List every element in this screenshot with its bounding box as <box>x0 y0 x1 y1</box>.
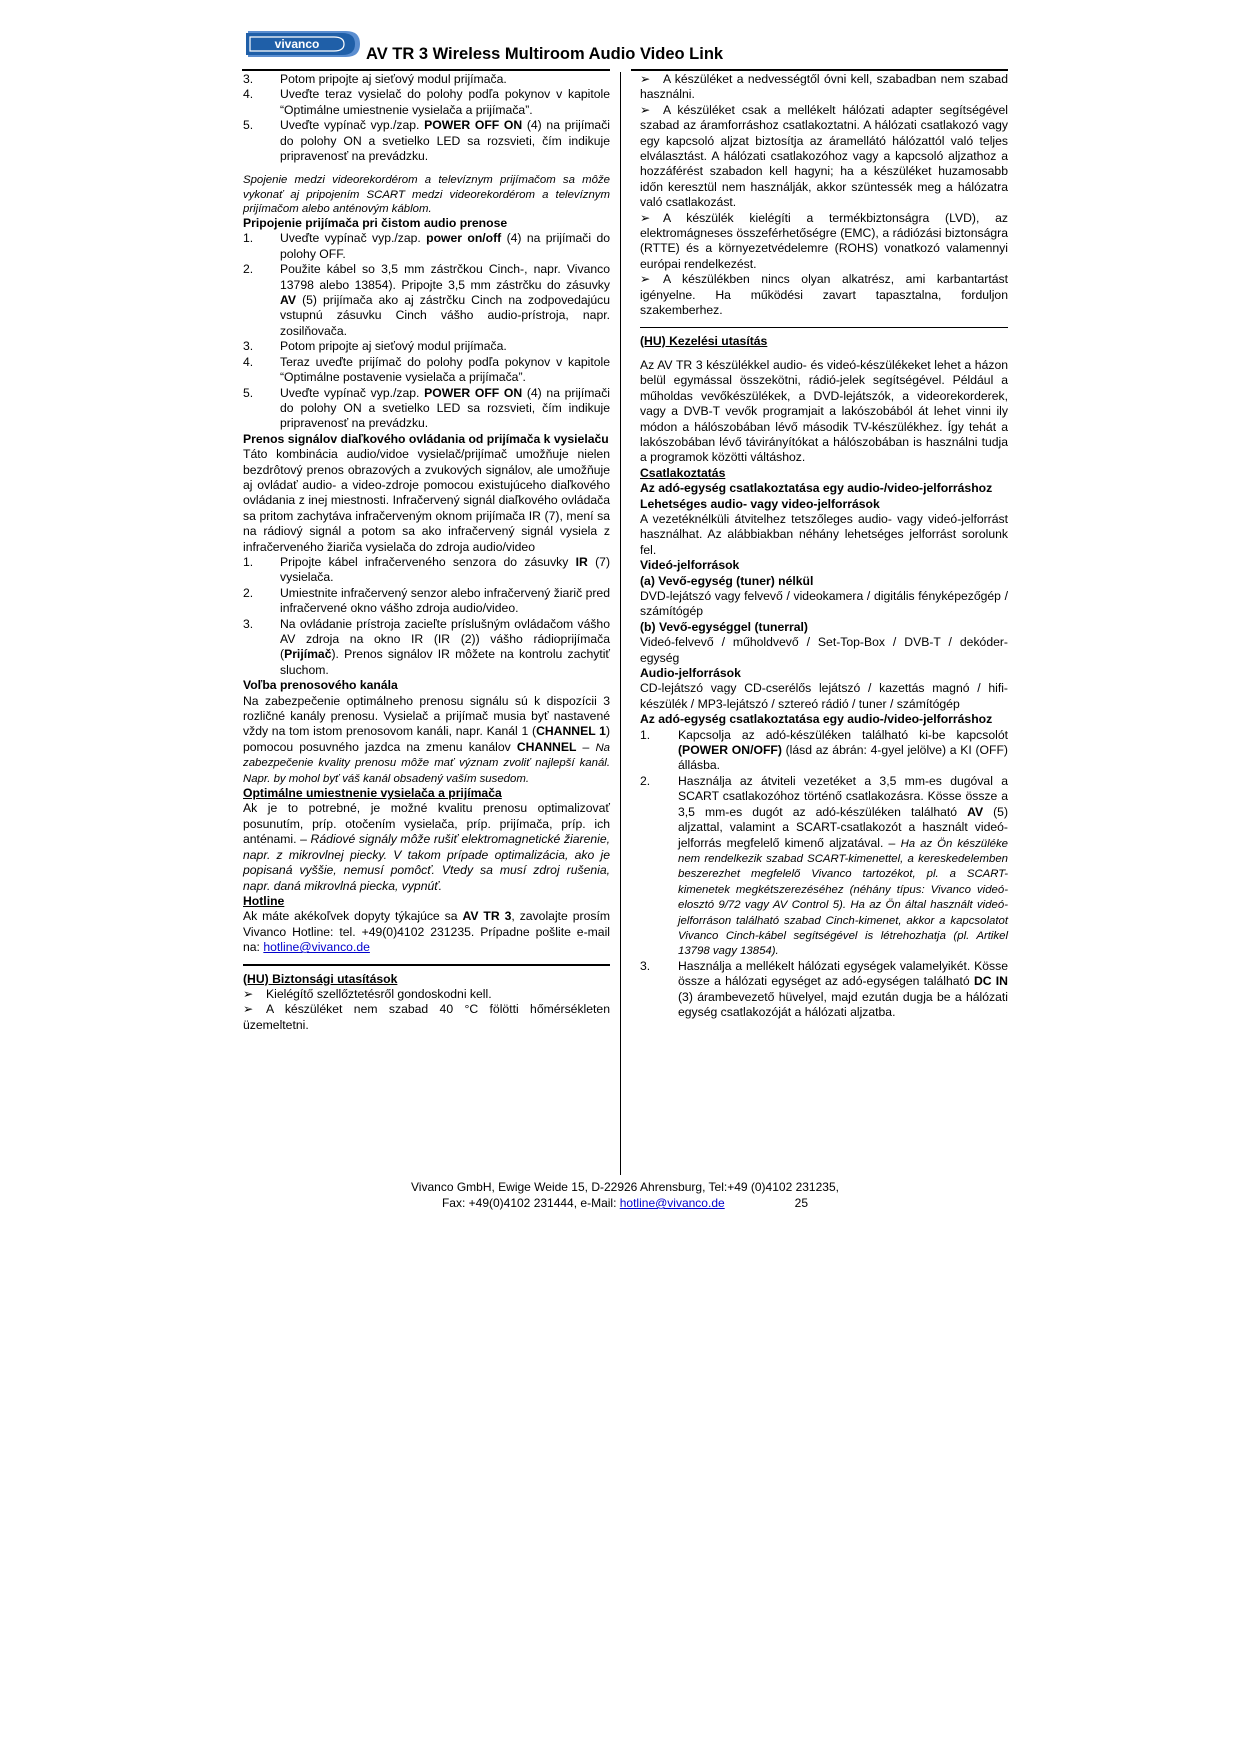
heading-optimal-placement: Optimálne umiestnenie vysielača a prijímača <box>243 786 502 801</box>
page-number: 25 <box>794 1196 809 1210</box>
heading-without-tuner: (a) Vevő-egység (tuner) nélkül <box>640 573 814 588</box>
bullet-item: ➢ A készülékben nincs olyan alkatrész, ami karbantartást igényelne. Ha működési zavart tapasztalna, forduljon szakemberhez. <box>640 272 1008 318</box>
heading-possible-sources: Lehetséges audio- vagy video-jelforrások <box>640 496 880 511</box>
section-divider <box>243 964 610 966</box>
list-item: 1. Uveďte vypínač vyp./zap. power on/off (4) na prijímači do polohy OFF. <box>243 231 610 261</box>
heading-ir-transfer: Prenos signálov diaľkového ovládania od prijímača k vysielaču <box>243 431 609 446</box>
steps-list-2 <box>243 231 610 431</box>
footer-email-link[interactable]: hotline@vivanco.de <box>619 1196 725 1210</box>
paragraph-hotline: Ak máte akékoľvek dopyty týkajúce sa AV TR 3, zavolajte prosím Vivanco Hotline: tel. +49(0)4102 231235. Prípadne pošlite e-mail na: hotline@vivanco.de <box>243 909 610 955</box>
paragraph-optimal: Ak je to potrebné, je možné kvalitu prenosu optimalizovať posunutím, príp. otočením vysielača, príp. prijímača, príp. ich anténami. – Rádiové signály môže rušiť elektromagnetické žiarenie, napr. z mikrovlnej piecky. V takom prípade optimalizácia, ako je popisaná vyššie, nemusí pomôcť. Vtedy sa musí zdroj rušenia, napr. daná mikrovlná piecka, vypnúť. <box>243 801 611 893</box>
paragraph-without-tuner: DVD-lejátszó vagy felvevő / videokamera / digitális fényképezőgép / számítógép <box>640 589 1008 619</box>
footer-contact: Fax: +49(0)4102 231444, e-Mail: hotline@vivanco.de 25 <box>441 1196 809 1210</box>
steps-list-1 <box>243 72 610 164</box>
paragraph-usage: Az AV TR 3 készülékkel audio- és videó-készülékeket lehet a házon belül egymással összekötni, rádió-jelek segítségével. Például a műholdas vevőkészülékek, a DVD-lejátszók, a videorekorderek, vagy a DVB-T vevők programjait a lakószobából át lehet vinni ily módon a hálószobában lévő második TV-készülékhez. Így tehát a lakószobában lévő távirányítókat a hálószobában is használni tudja a programok közötti váltáshoz. <box>640 357 1008 465</box>
list-item: 2. Umiestnite infračervený senzor alebo infračervený žiarič pred infračervené okno vášho zdroja audio/video. <box>243 585 610 616</box>
footer-address: Vivanco GmbH, Ewige Weide 15, D-22926 Ahrensburg, Tel:+49 (0)4102 231235, <box>411 1180 839 1194</box>
arrow-bullet-icon: ➢ <box>243 1002 254 1017</box>
bullet-item: ➢ Kielégítő szellőztetésről gondoskodni kell. <box>243 986 492 1001</box>
list-item: 1. Kapcsolja az adó-készüléken található ki-be kapcsolót (POWER ON/OFF) (lásd az ábrán: 4-gyel jelölve) a KI (OFF) állásba. <box>640 727 1008 773</box>
list-item: 4. Uveďte teraz vysielač do polohy podľa pokynov v kapitole “Optimálne umiestnenie vysielača a prijímača”. <box>243 87 610 117</box>
paragraph-sources: A vezetéknélküli átvitelhez tetszőleges audio- vagy videó-jelforrást használhat. Az alábbiakban néhány lehetséges jelforrást sorolunk fel. <box>640 511 1008 557</box>
bullet-item: ➢ A készüléket a nedvességtől óvni kell, szabadban nem szabad használni. <box>640 72 1008 102</box>
header-rule-left <box>242 69 610 71</box>
heading-hotline: Hotline <box>243 893 285 908</box>
list-item: 1. Pripojte kábel infračerveného senzora do zásuvky IR (7) vysielača. <box>243 554 611 585</box>
list-item: 5. Uveďte vypínač vyp./zap. POWER OFF ON (4) na prijímači do polohy ON a svetielko LED sa rozsvieti, čím indikuje pripravenosť na prevádzku. <box>243 118 611 164</box>
right-column <box>640 72 1008 1020</box>
list-item: 2. Használja az átviteli vezetéket a 3,5 mm-es dugóval a SCART csatlakozóhoz történő csatlakozásra. Kösse össze a 3,5 mm-es dugót az adó-készüléken található AV (5) aljzattal, valamint a SCART-csatlakozót a használt videó-jelforrás megfelelő kimenő aljzatával. – Ha az Ön készüléke nem rendelkezik szabad SCART-kimenettel, a kereskedelemben beszerezhet megfelelő Vivanco tartozékot, pl. a SCART-kimenetek megkétszerezéséhez (néhány típus: Vivanco videó-elosztó 9/72 vagy AV Control 5). Ha az Ön által használt videó-jelforráson található szabad Cinch-kimenet, akkor a kapcsolatot Vivanco Cinch-kábel segítségével is létrehozhatja (pl. Artikel 13798 vagy 13854). <box>640 773 1008 958</box>
note-scart: Spojenie medzi videorekordérom a televíznym prijímačom sa môže vykonať aj pripojením SCART medzi videorekordérom a televíznym prijímačom alebo anténovým káblom. <box>243 174 610 215</box>
steps-list-3 <box>243 555 610 678</box>
paragraph-channel: Na zabezpečenie optimálneho prenosu signálu sú k dispozícii 3 rozličné kanály prenosu. Vysielač a prijímač musia byť nastavené vždy na tom istom prenosovom kanáli, napr. Kanál 1 (CHANNEL 1) pomocou posuvného jazdca na zmenu kanálov CHANNEL – Na zabezpečenie kvality prenosu môže mať význam zvoliť najlepší kanál. Napr. by mohol byť váš kanál obsadený vaším susedom. <box>243 693 610 785</box>
bullet-item: ➢ A készülék kielégíti a termékbiztonságra (LVD), az elektromágneses összeférhetőségre (EMC), a rádiózási biztonságra (RTTE) és a környezetvédelemre (ROHS) vonatkozó valamennyi európai rendelkezést. <box>640 210 1008 271</box>
section-divider <box>640 327 1008 328</box>
heading-connection-2: Az adó-egység csatlakoztatása egy audio-/video-jelforráshoz <box>640 712 993 727</box>
heading-audio-sources: Audio-jelforrások <box>640 666 741 681</box>
paragraph-with-tuner: Videó-felvevő / műholdvevő / Set-Top-Box / DVB-T / dekóder-egység <box>640 635 1008 665</box>
vivanco-logo <box>242 28 364 60</box>
arrow-bullet-icon: ➢ <box>640 272 651 287</box>
heading-with-tuner: (b) Vevő-egységgel (tunerral) <box>640 619 808 634</box>
list-item: 2. Použite kábel so 3,5 mm zástrčkou Cinch-, napr. Vivanco 13798 alebo 13854). Pripojte 3,5 mm zástrčku do zásuvky AV (5) prijímača ako aj zástrčku Cinch na zodpovedajúcu vstupnú zásuvku Cinch vášho audio-prístroja, napr. zosilňovača. <box>243 262 610 338</box>
list-item: 3. Potom pripojte aj sieťový modul prijímača. <box>243 339 507 354</box>
heading-safety: (HU) Biztonsági utasítások <box>243 971 398 986</box>
document-title: AV TR 3 Wireless Multiroom Audio Video Link <box>366 45 724 63</box>
heading-connection: Csatlakoztatás <box>640 465 726 480</box>
heading-audio-connection: Pripojenie prijímača pri čistom audio prenose <box>243 216 508 231</box>
list-item: 3. Potom pripojte aj sieťový modul prijímača. <box>243 72 507 86</box>
header-rule-right <box>631 69 1008 71</box>
arrow-bullet-icon: ➢ <box>640 102 651 117</box>
arrow-bullet-icon: ➢ <box>243 986 254 1001</box>
arrow-bullet-icon: ➢ <box>640 72 651 86</box>
arrow-bullet-icon: ➢ <box>640 210 651 225</box>
heading-connection-sub: Az adó-egység csatlakoztatása egy audio-/video-jelforráshoz <box>640 481 993 496</box>
bullet-item: ➢ A készüléket nem szabad 40 °C fölötti hőmérsékleten üzemeltetni. <box>243 1002 610 1032</box>
bullet-item: ➢ A készüléket csak a mellékelt hálózati adapter segítségével szabad az áramforráshoz csatlakoztatni. A hálózati csatlakozó vagy egy kapcsoló aljzat biztosítja az áramellátó hálózattól való teljes elválasztást. A hálózati csatlakozóhoz vagy a kapcsoló aljzathoz a hozzáférést szabadon kell hagyni; ha a készüléket huzamosabb időn keresztül nem használják, akkor szüntessék meg a hálózatra való csatlakozást. <box>640 102 1008 210</box>
list-item: 3. Na ovládanie prístroja zacieľte príslušným ovládačom vášho AV zdroja na okno IR (IR (2)) vášho rádioprijímača (Prijímač). Prenos signálov IR môžete na kontrolu zachytiť sluchom. <box>243 616 610 677</box>
hotline-email-link[interactable]: hotline@vivanco.de <box>263 940 370 955</box>
column-divider <box>620 72 621 1175</box>
heading-channel: Voľba prenosového kanála <box>243 678 398 693</box>
left-column <box>243 72 610 1033</box>
list-item: 4. Teraz uveďte prijímač do polohy podľa pokynov v kapitole “Optimálne postavenie vysielača a prijímača”. <box>243 354 610 385</box>
list-item: 5. Uveďte vypínač vyp./zap. POWER OFF ON (4) na prijímači do polohy ON a svetielko LED sa rozsvieti, čím indikuje pripravenosť na prevádzku. <box>243 385 611 431</box>
svg-text:vivanco: vivanco <box>274 37 320 51</box>
heading-usage: (HU) Kezelési utasítás <box>640 333 768 348</box>
paragraph-audio-sources: CD-lejátszó vagy CD-cserélős lejátszó / kazettás magnó / hifi-készülék / MP3-lejátszó / sztereó rádió / tuner / számítógép <box>640 681 1008 711</box>
list-item: 3. Használja a mellékelt hálózati egységek valamelyikét. Kösse össze a hálózati egységet az adó-egységen található DC IN (3) árambevezető hüvelyel, majd ezután dugja be a hálózati egység csatlakozóját a hálózati aljzatba. <box>640 958 1008 1019</box>
paragraph-ir: Táto kombinácia audio/vidoe vysielač/prijímač umožňuje nielen bezdrôtový prenos obrazových a zvukových signálov, ale umožňuje aj ovládať audio- a video-zdroje pomocou existujúceho diaľkového ovládania z inej miestnosti. Infračervený signál diaľkového ovládača sa pritom zachytáva infračerveným oknom prijímača IR (7), mení sa na rádiový signál a potom sa ako infračervený signál vysiela z infračerveného žiariča vysielača do zdroja audio/video <box>243 447 610 554</box>
heading-video-sources: Videó-jelforrások <box>640 558 740 573</box>
steps-list-hu <box>640 728 1008 1021</box>
